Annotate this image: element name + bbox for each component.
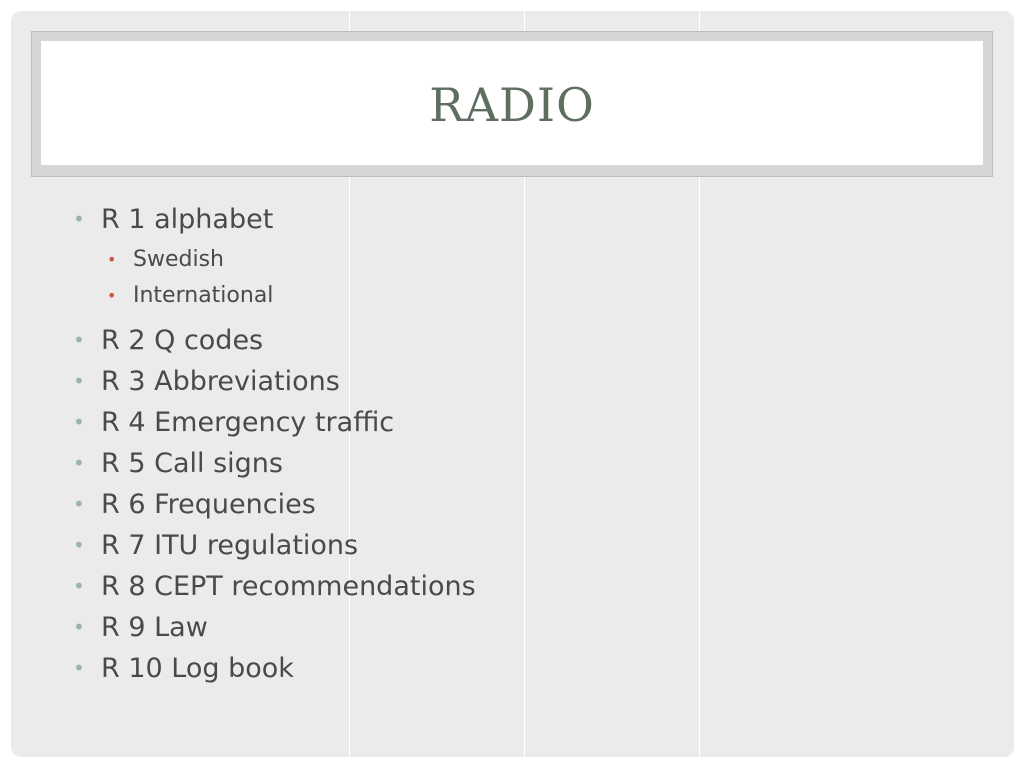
- list-item-label: R 1 alphabet: [101, 204, 274, 235]
- list-item-label: R 6 Frequencies: [101, 489, 316, 520]
- bullet-icon: •: [73, 533, 85, 557]
- bullet-icon: •: [73, 410, 85, 434]
- bullet-list: [73, 199, 973, 689]
- bullet-icon: •: [73, 369, 85, 393]
- bullet-icon: •: [73, 207, 85, 231]
- bullet-icon: •: [73, 328, 85, 352]
- list-item-label: R 9 Law: [101, 612, 208, 643]
- list-item-label: R 3 Abbreviations: [101, 366, 340, 397]
- title-box: [41, 41, 983, 165]
- list-item: [73, 484, 973, 525]
- bullet-icon: •: [107, 250, 117, 269]
- sub-list-item: [73, 278, 973, 314]
- list-item: [73, 525, 973, 566]
- list-item-label: R 4 Emergency traffic: [101, 407, 395, 438]
- list-item: [73, 607, 973, 648]
- sub-list-item-label: International: [133, 283, 274, 308]
- list-item: [73, 320, 973, 361]
- sub-list-item-label: Swedish: [133, 247, 224, 272]
- bullet-icon: •: [107, 286, 117, 305]
- slide: [11, 11, 1014, 757]
- title-frame: [31, 31, 993, 177]
- list-item: [73, 402, 973, 443]
- list-item: [73, 566, 973, 607]
- bullet-icon: •: [73, 656, 85, 680]
- bullet-icon: •: [73, 574, 85, 598]
- list-item-label: R 10 Log book: [101, 653, 294, 684]
- slide-title: RADIO: [429, 78, 595, 132]
- list-item-label: R 7 ITU regulations: [101, 530, 359, 561]
- bullet-icon: •: [73, 492, 85, 516]
- list-item-label: R 8 CEPT recommendations: [101, 571, 476, 602]
- list-item: [73, 361, 973, 402]
- list-item-label: R 5 Call signs: [101, 448, 283, 479]
- bullet-icon: •: [73, 451, 85, 475]
- list-item: [73, 648, 973, 689]
- list-item-label: R 2 Q codes: [101, 325, 264, 356]
- bullet-icon: •: [73, 615, 85, 639]
- list-item: [73, 199, 973, 240]
- sub-list-item: [73, 242, 973, 278]
- list-item: [73, 443, 973, 484]
